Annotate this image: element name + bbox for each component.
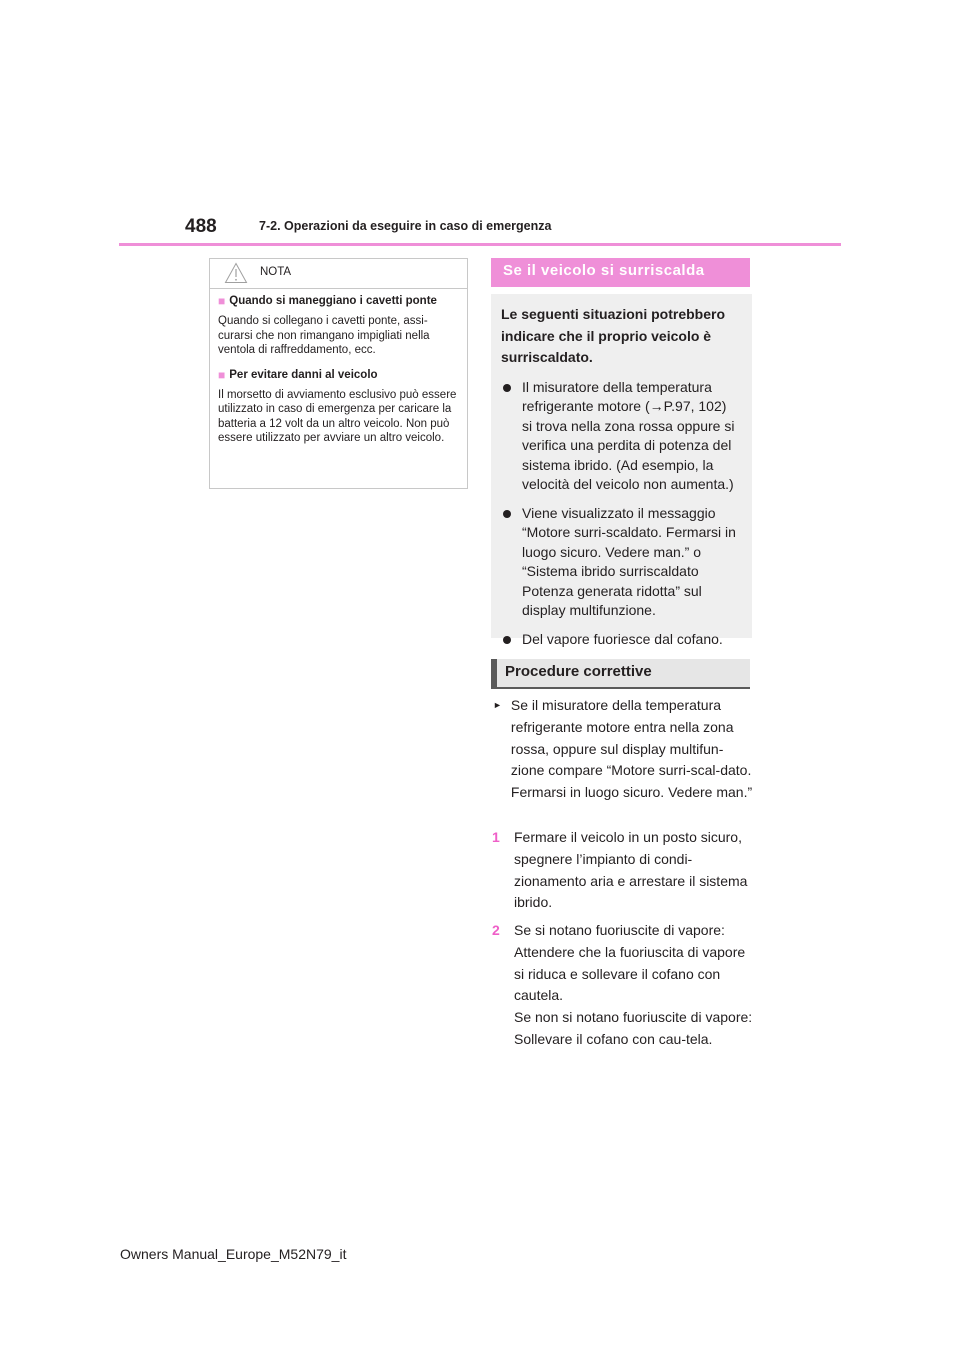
overheat-info-box: [491, 294, 752, 647]
step-number: 2: [492, 922, 500, 938]
square-bullet-icon: ■: [218, 294, 226, 308]
nota-header: [210, 259, 467, 289]
bullet-dot-icon: [503, 384, 511, 392]
nota-item-title-text: Per evitare danni al veicolo: [229, 368, 378, 381]
square-bullet-icon: ■: [218, 367, 226, 382]
procedure-condition-text: Se il misuratore della temperatura refrigerante motore entra nella zona rossa, oppure sul display multifun-zione compare “Motore surri-scal-dato. Fermarsi in luogo sicuro. Vedere man.”: [510, 697, 753, 801]
nota-label: NOTA: [260, 266, 292, 278]
list-item: [501, 630, 738, 650]
list-item-text: Del vapore fuoriesce dal cofano.: [522, 630, 723, 647]
page-number: 488: [185, 216, 217, 237]
nota-item-text: Quando si collegano i cavetti ponte, assi-curarsi che non rimangano impigliati nella ventola di raffreddamento, ecc.: [218, 315, 430, 356]
overheat-lead: Le seguenti situazioni potrebbero indicare che il proprio veicolo è surriscaldato.: [501, 306, 726, 365]
nota-body: [210, 289, 467, 446]
bullet-dot-icon: [503, 510, 511, 518]
warning-triangle-icon: [224, 262, 248, 284]
step-text-part-1: Se si notano fuoriuscite di vapore: Attendere che la fuoriuscita di vapore si riduca e sollevare il cofano con cautela.: [514, 922, 746, 1004]
arrow-right-icon: ►: [493, 700, 502, 710]
procedure-condition: [493, 695, 755, 804]
list-item: [501, 378, 738, 495]
nota-item-title-text: Quando si maneggiano i cavetti ponte: [229, 295, 437, 307]
bullet-dot-icon: [503, 636, 511, 644]
list-item-text: Viene visualizzato il messaggio “Motore surri-scaldato. Fermarsi in luogo sicuro. Vedere man.” o “Sistema ibrido surriscaldato Potenza generata ridotta” sul display multifunzione.: [522, 504, 736, 618]
procedure-step-2: [492, 920, 754, 1051]
overheat-heading: Se il veicolo si surriscalda: [491, 258, 750, 287]
procedures-heading: Procedure correttive: [491, 659, 750, 689]
nota-box: [209, 258, 468, 489]
footer-text: Owners Manual_Europe_M52N79_it: [120, 1246, 347, 1262]
nota-item-text: Il morsetto di avviamento esclusivo può essere utilizzato in caso di emergenza per caricare la batteria a 12 volt da un altro veicolo. Non può essere utilizzato per avviare un altro veicolo.: [218, 388, 457, 444]
list-item-text: Il misuratore della temperatura refrigerante motore (→P.97, 102) si trova nella zona rossa oppure si verifica una perdita di potenza del sistema ibrido. (Ad esempio, la velocità del veicolo non aumenta.): [522, 378, 735, 492]
header-rule: [119, 243, 841, 246]
step-text: Fermare il veicolo in un posto sicuro, spegnere l’impianto di condi-zionamento aria e arrestare il sistema ibrido.: [514, 829, 748, 911]
step-text-part-2: Se non si notano fuoriuscite di vapore: Sollevare il cofano con cau-tela.: [514, 1009, 753, 1047]
step-text: [514, 920, 754, 1051]
nota-item-title: [218, 368, 457, 382]
section-title: 7-2. Operazioni da eseguire in caso di emergenza: [259, 219, 552, 233]
nota-item-title: [218, 294, 457, 308]
procedure-step-1: [492, 827, 754, 914]
step-number: 1: [492, 829, 500, 845]
list-item: [501, 504, 738, 621]
